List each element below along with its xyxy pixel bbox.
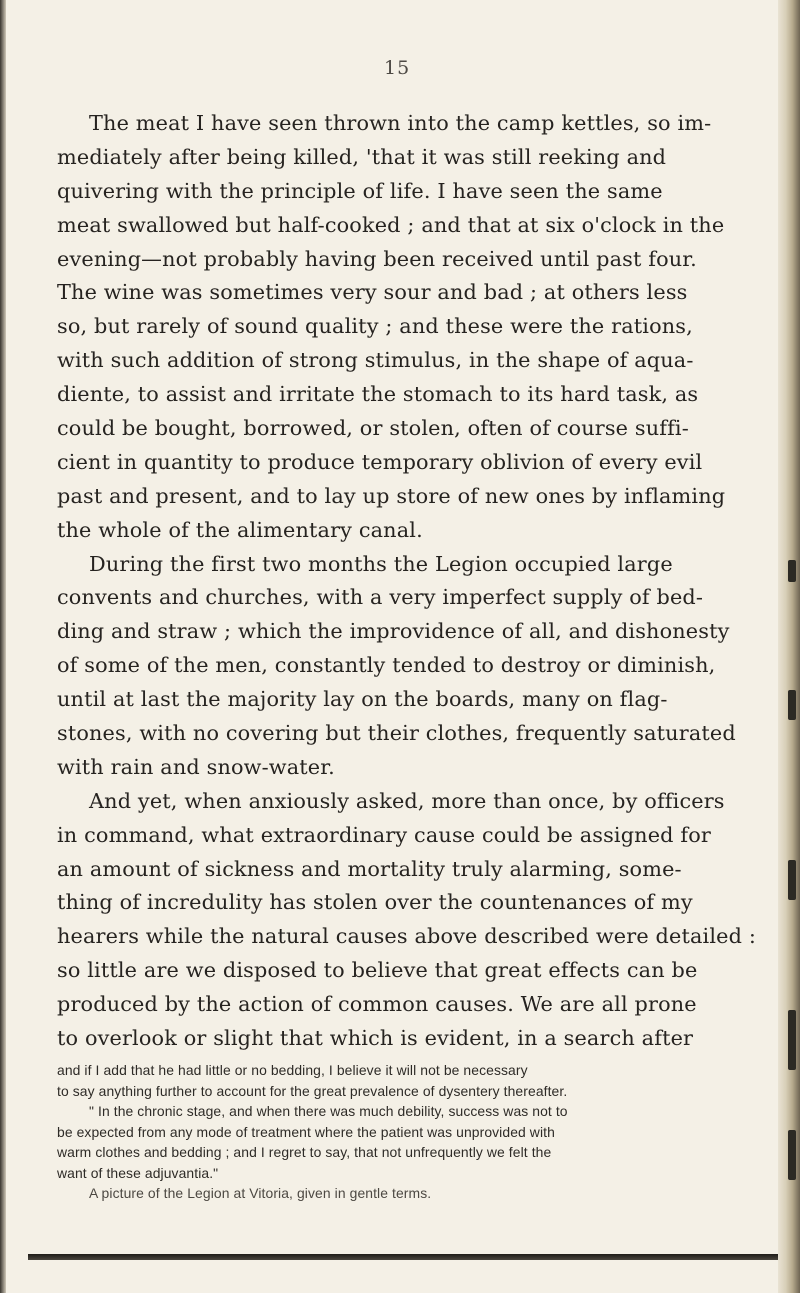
body-line: so, but rarely of sound quality ; and these were the rations, [57, 314, 693, 339]
body-line: the whole of the alimentary canal. [57, 517, 423, 542]
body-line: During the first two months the Legion occupied large [89, 551, 673, 576]
body-line: diente, to assist and irritate the stomach to its hard task, as [57, 382, 699, 407]
edge-speck [788, 860, 796, 900]
body-line: could be bought, borrowed, or stolen, often of course suffi- [57, 416, 689, 441]
body-line: hearers while the natural causes above described were detailed : [57, 924, 756, 949]
footnote [57, 1060, 734, 1204]
footnote-line: warm clothes and bedding ; and I regret to say, that not unfrequently we felt the [57, 1144, 552, 1160]
edge-speck [788, 690, 796, 720]
body-line: produced by the action of common causes. We are all prone [57, 992, 697, 1017]
body-line: thing of incredulity has stolen over the countenances of my [57, 890, 693, 915]
page-right-edge-shadow [778, 0, 800, 1293]
footnote-line: want of these adjuvantia." [57, 1164, 219, 1181]
body-line: evening—not probably having been received until past four. [57, 246, 697, 271]
body-line: until at last the majority lay on the boards, many on flag- [57, 687, 668, 712]
body-line: in command, what extraordinary cause could be assigned for [57, 822, 712, 847]
edge-speck [788, 1130, 796, 1180]
body-line: with rain and snow-water. [57, 754, 335, 779]
page-number: 15 [384, 57, 411, 79]
body-line: The wine was sometimes very sour and bad ; at others less [57, 280, 688, 305]
body-line: quivering with the principle of life. I have seen the same [57, 178, 663, 203]
footnote-line: to say anything further to account for the great prevalence of dysentery thereafter. [57, 1082, 568, 1099]
body-text [57, 107, 756, 1056]
body-line: convents and churches, with a very imperfect supply of bed- [57, 585, 704, 610]
body-line: of some of the men, constantly tended to destroy or diminish, [57, 653, 716, 678]
edge-speck [788, 1010, 796, 1070]
body-line: meat swallowed but half-cooked ; and that at six o'clock in the [57, 212, 725, 237]
bottom-binding-rule [28, 1254, 778, 1260]
body-line: mediately after being killed, 'that it was still reeking and [57, 144, 667, 169]
edge-speck [788, 560, 796, 582]
body-line: cient in quantity to produce temporary oblivion of every evil [57, 449, 703, 474]
body-line: And yet, when anxiously asked, more than once, by officers [89, 788, 725, 813]
body-line: to overlook or slight that which is evident, in a search after [57, 1026, 694, 1051]
footnote-line: and if I add that he had little or no bedding, I believe it will not be necessary [57, 1062, 528, 1078]
footnote-line: A picture of the Legion at Vitoria, given in gentle terms. [89, 1185, 432, 1201]
body-line: The meat I have seen thrown into the camp kettles, so im- [89, 111, 712, 135]
body-line: ding and straw ; which the improvidence of all, and dishonesty [57, 619, 730, 644]
page-left-edge-shadow [0, 0, 6, 1293]
footnote-line: " In the chronic stage, and when there was much debility, success was not to [89, 1103, 568, 1119]
body-line: so little are we disposed to believe that great effects can be [57, 958, 698, 983]
footnote-line: be expected from any mode of treatment where the patient was unprovided with [57, 1123, 555, 1140]
body-line: stones, with no covering but their clothes, frequently saturated [57, 721, 736, 746]
body-line: with such addition of strong stimulus, in the shape of aqua- [57, 348, 694, 373]
body-line: past and present, and to lay up store of new ones by inflaming [57, 483, 726, 508]
body-line: an amount of sickness and mortality truly alarming, some- [57, 856, 682, 881]
